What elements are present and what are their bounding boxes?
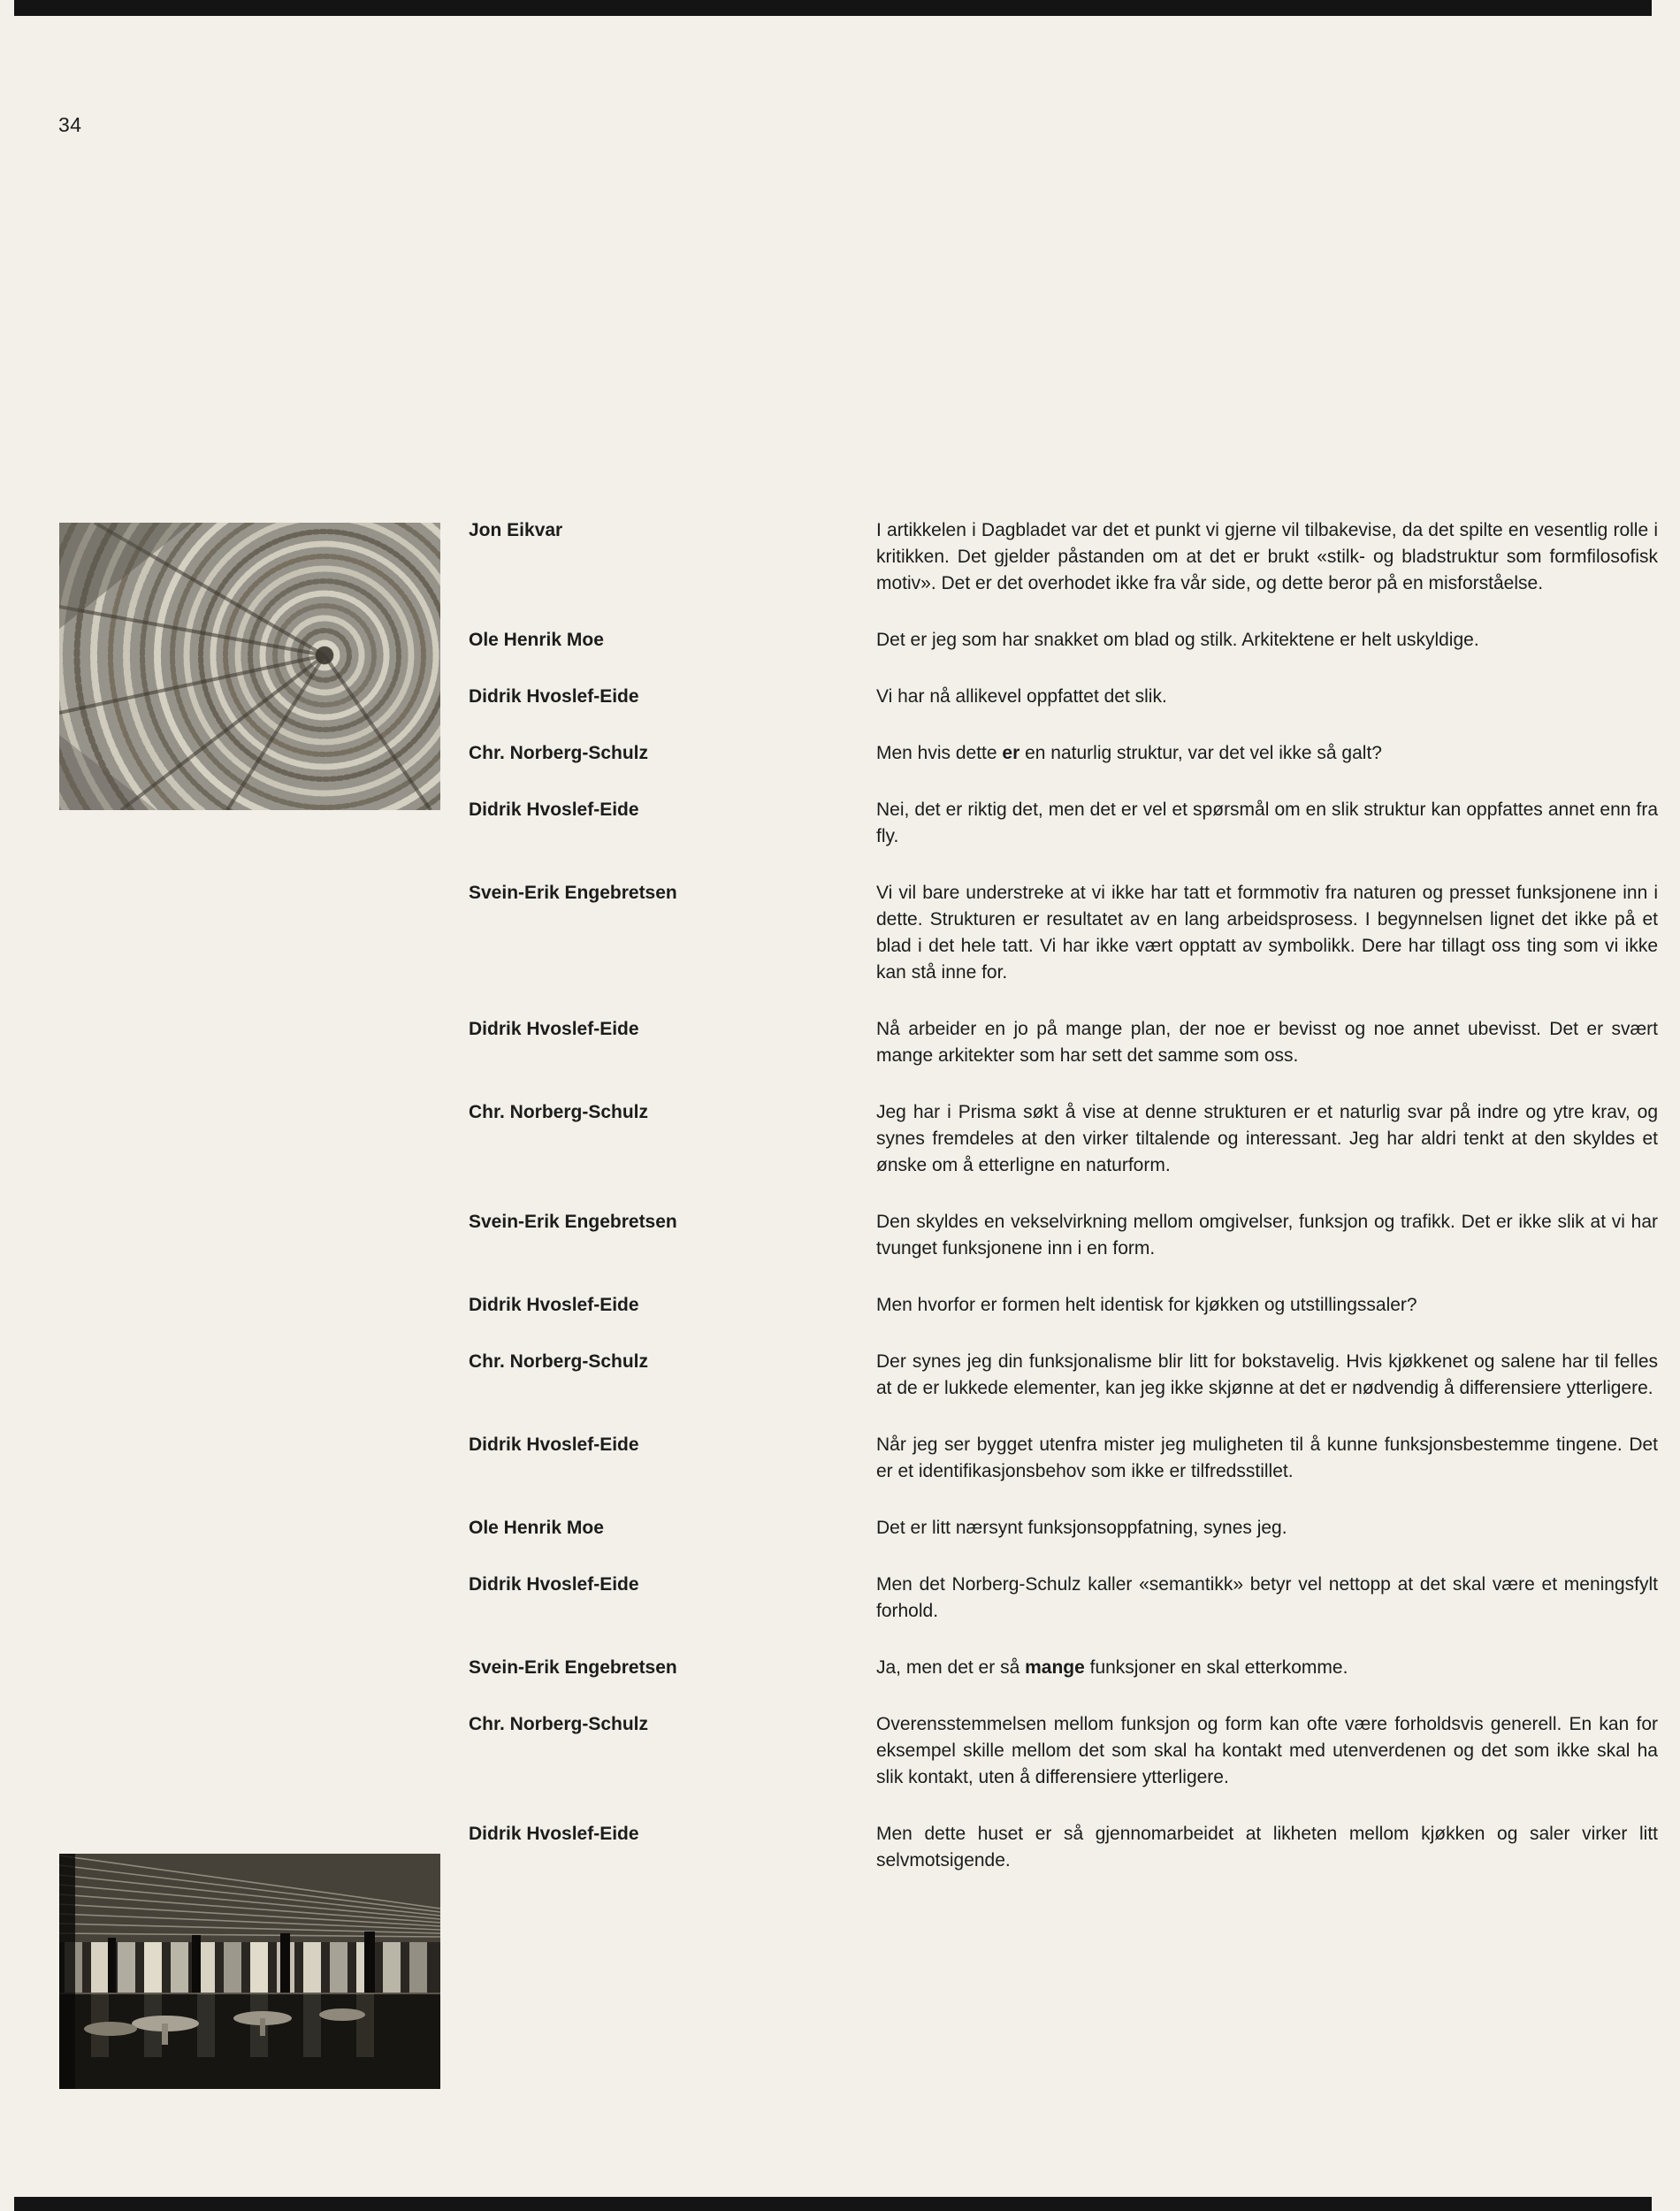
statement-pre: Når jeg ser bygget utenfra mister jeg muligheten til å kunne funksjonsbestemme tingene. Det er et identifikasjonsbehov som ikke er tilfredsstillet. bbox=[876, 1434, 1658, 1481]
speaker-name: Chr. Norberg-Schulz bbox=[469, 1351, 649, 1372]
interior-hall-photo bbox=[59, 1854, 440, 2089]
statement-pre: Men det Norberg-Schulz kaller «semantikk» betyr vel nettopp at det skal være et meningsfylt forhold. bbox=[876, 1574, 1658, 1621]
speaker-name: Didrik Hvoslef-Eide bbox=[469, 686, 639, 707]
speaker-name: Ole Henrik Moe bbox=[469, 1518, 604, 1538]
statement-text bbox=[876, 1711, 1658, 1791]
statement-text bbox=[876, 1016, 1658, 1069]
dialogue-row bbox=[469, 517, 1658, 597]
statement-pre: Vi har nå allikevel oppfattet det slik. bbox=[876, 686, 1167, 707]
speaker-name: Svein-Erik Engebretsen bbox=[469, 883, 677, 903]
statement-text bbox=[876, 1292, 1658, 1319]
speaker-name: Didrik Hvoslef-Eide bbox=[469, 1019, 639, 1039]
statement-text bbox=[876, 1821, 1658, 1874]
statement-post: en naturlig struktur, var det vel ikke så galt? bbox=[1019, 743, 1382, 763]
statement-bold: er bbox=[1002, 743, 1020, 763]
speaker-name: Svein-Erik Engebretsen bbox=[469, 1657, 677, 1678]
interior-hall-graphic bbox=[59, 1854, 440, 2089]
dialogue-row bbox=[469, 1349, 1658, 1402]
speaker-name: Didrik Hvoslef-Eide bbox=[469, 1574, 639, 1595]
statement-pre: Men hvis dette bbox=[876, 743, 1003, 763]
dialogue-row bbox=[469, 627, 1658, 654]
statement-pre: Der synes jeg din funksjonalisme blir litt for bokstavelig. Hvis kjøkkenet og salene har til felles at de er lukkede elementer, kan jeg ikke skjønne at det er nødvendig å differensiere ytterligere. bbox=[876, 1351, 1658, 1398]
speaker-name: Jon Eikvar bbox=[469, 520, 563, 540]
dialogue-list bbox=[469, 517, 1658, 1904]
statement-pre: Overensstemmelsen mellom funksjon og form kan ofte være forholdsvis generell. En kan for eksempel skille mellom det som skal ha kontakt med utenverdenen og det som ikke skal ha slik kontakt, uten å differensiere ytterligere. bbox=[876, 1714, 1658, 1787]
statement-pre: Nå arbeider en jo på mange plan, der noe er bevisst og noe annet ubevisst. Det er svært mange arkitekter som har sett det samme som oss. bbox=[876, 1019, 1658, 1066]
statement-text bbox=[876, 740, 1658, 767]
dialogue-row bbox=[469, 1432, 1658, 1485]
statement-pre: Ja, men det er så bbox=[876, 1657, 1026, 1678]
speaker-name: Svein-Erik Engebretsen bbox=[469, 1212, 677, 1232]
statement-text bbox=[876, 517, 1658, 597]
page-number: 34 bbox=[58, 113, 82, 136]
dialogue-row bbox=[469, 1016, 1658, 1069]
dialogue-row bbox=[469, 1655, 1658, 1681]
dialogue-row bbox=[469, 1821, 1658, 1874]
statement-text bbox=[876, 1572, 1658, 1625]
statement-pre: Det er litt nærsynt funksjonsoppfatning, synes jeg. bbox=[876, 1518, 1287, 1538]
speaker-name: Chr. Norberg-Schulz bbox=[469, 1102, 649, 1122]
statement-pre: Det er jeg som har snakket om blad og stilk. Arkitektene er helt uskyldige. bbox=[876, 630, 1479, 650]
statement-text bbox=[876, 880, 1658, 986]
stem-cross-section-graphic bbox=[59, 523, 440, 810]
speaker-name: Ole Henrik Moe bbox=[469, 630, 604, 650]
dialogue-row bbox=[469, 740, 1658, 767]
stem-cross-section-photo bbox=[59, 523, 440, 810]
speaker-name: Chr. Norberg-Schulz bbox=[469, 1714, 649, 1734]
dialogue-row bbox=[469, 880, 1658, 986]
statement-text bbox=[876, 1432, 1658, 1485]
speaker-name: Didrik Hvoslef-Eide bbox=[469, 1824, 639, 1844]
statement-pre: Den skyldes en vekselvirkning mellom omgivelser, funksjon og trafikk. Det er ikke slik at vi har tvunget funksjonene inn i en form. bbox=[876, 1212, 1658, 1259]
top-rule bbox=[14, 0, 1652, 16]
statement-pre: Men dette huset er så gjennomarbeidet at likheten mellom kjøkken og saler virker litt selvmotsigende. bbox=[876, 1824, 1658, 1871]
statement-text bbox=[876, 1515, 1658, 1542]
statement-text bbox=[876, 1349, 1658, 1402]
dialogue-row bbox=[469, 684, 1658, 710]
statement-pre: Men hvorfor er formen helt identisk for kjøkken og utstillingssaler? bbox=[876, 1295, 1417, 1315]
statement-text bbox=[876, 627, 1658, 654]
dialogue-row bbox=[469, 1099, 1658, 1179]
statement-text bbox=[876, 797, 1658, 850]
statement-text bbox=[876, 684, 1658, 710]
dialogue-row bbox=[469, 1515, 1658, 1542]
statement-pre: Jeg har i Prisma søkt å vise at denne strukturen er et naturlig svar på indre og ytre krav, og synes fremdeles at den virker tiltalende og interessant. Jeg har aldri tenkt at den skyldes et ønske om å etterligne en naturform. bbox=[876, 1102, 1658, 1175]
speaker-name: Didrik Hvoslef-Eide bbox=[469, 799, 639, 820]
statement-pre: Vi vil bare understreke at vi ikke har tatt et formmotiv fra naturen og presset funksjonene inn i dette. Strukturen er resultatet av en lang arbeidsprosess. I begynnelsen lignet det ikke på et blad i det hele tatt. Vi har ikke vært opptatt av symbolikk. Dere har tillagt oss ting som vi ikke kan stå inne for. bbox=[876, 883, 1658, 983]
dialogue-row bbox=[469, 1572, 1658, 1625]
statement-pre: Nei, det er riktig det, men det er vel et spørsmål om en slik struktur kan oppfattes annet enn fra fly. bbox=[876, 799, 1658, 846]
dialogue-row bbox=[469, 797, 1658, 850]
speaker-name: Didrik Hvoslef-Eide bbox=[469, 1295, 639, 1315]
dialogue-row bbox=[469, 1711, 1658, 1791]
bottom-rule bbox=[14, 2197, 1652, 2211]
statement-post: funksjoner en skal etterkomme. bbox=[1084, 1657, 1348, 1678]
statement-bold: mange bbox=[1025, 1657, 1085, 1678]
statement-text bbox=[876, 1655, 1658, 1681]
speaker-name: Chr. Norberg-Schulz bbox=[469, 743, 649, 763]
dialogue-row bbox=[469, 1209, 1658, 1262]
statement-text bbox=[876, 1099, 1658, 1179]
statement-text bbox=[876, 1209, 1658, 1262]
speaker-name: Didrik Hvoslef-Eide bbox=[469, 1434, 639, 1455]
dialogue-row bbox=[469, 1292, 1658, 1319]
statement-pre: I artikkelen i Dagbladet var det et punkt vi gjerne vil tilbakevise, da det spilte en vesentlig rolle i kritikken. Det gjelder påstanden om at det er brukt «stilk- og bladstruktur som formfilosofisk motiv». Det er det overhodet ikke fra vår side, og dette beror på en misforståelse. bbox=[876, 520, 1658, 593]
